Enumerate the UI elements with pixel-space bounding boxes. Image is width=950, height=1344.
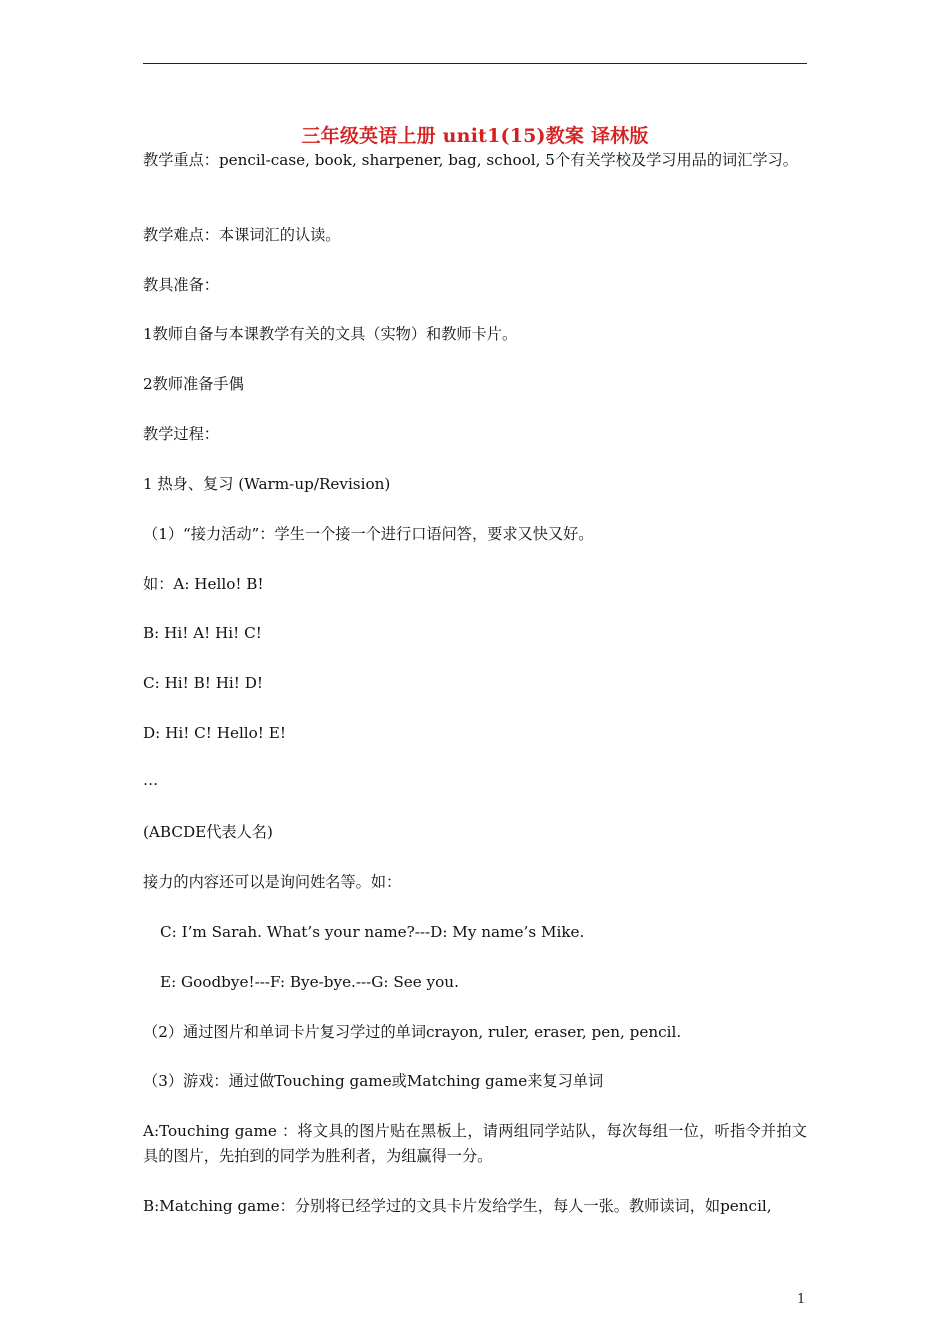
paragraph-review-words: （2）通过图片和单词卡片复习学过的单词crayon, ruler, eraser, pen, pencil. — [143, 1023, 682, 1041]
dialogue-line-sarah: C: I’m Sarah. What’s your name?---D: My name’s Mike. — [160, 923, 585, 941]
document-title: 三年级英语上册 unit1(15)教案 译林版 — [301, 125, 649, 147]
header-rule — [143, 63, 807, 64]
paragraph-material-1: 1教师自备与本课教学有关的文具（实物）和教师卡片。 — [143, 325, 518, 343]
dialogue-line-d: D: Hi! C! Hello! E! — [143, 724, 286, 742]
paragraph-material-2: 2教师准备手偶 — [143, 375, 244, 393]
dialogue-line-b: B: Hi! A! Hi! C! — [143, 624, 262, 642]
paragraph-materials-heading: 教具准备： — [143, 276, 219, 294]
paragraph-relay: （1）“接力活动”：学生一个接一个进行口语问答，要求又快又好。 — [143, 525, 594, 543]
dialogue-line-c: C: Hi! B! Hi! D! — [143, 674, 264, 692]
paragraph-key-points: 教学重点：pencil-case, book, sharpener, bag, school, 5个有关学校及学习用品的词汇学习。 — [143, 151, 798, 169]
paragraph-warmup: 1 热身、复习 (Warm-up/Revision) — [143, 475, 391, 493]
page-number: 1 — [797, 1292, 806, 1307]
paragraph-game: （3）游戏：通过做Touching game或Matching game来复习单词 — [143, 1072, 604, 1090]
paragraph-names-note: (ABCDE代表人名) — [143, 823, 273, 841]
paragraph-touching-game: A:Touching game ：将文具的图片贴在黑板上，请两组同学站队，每次每组一位，听指令并拍文具的图片，先拍到的同学为胜利者，为组赢得一分。 — [143, 1122, 807, 1165]
paragraph-difficulty: 教学难点：本课词汇的认读。 — [143, 226, 341, 244]
dialogue-line-goodbye: E: Goodbye!---F: Bye-bye.---G: See you. — [160, 973, 459, 991]
ellipsis-line: … — [143, 771, 159, 789]
paragraph-matching-game: B:Matching game：分别将已经学过的文具卡片发给学生，每人一张。教师读词，如pencil, — [143, 1197, 772, 1215]
paragraph-relay-content: 接力的内容还可以是询问姓名等。如： — [143, 873, 402, 891]
dialogue-line-a: 如：A: Hello! B! — [143, 575, 264, 593]
paragraph-process-heading: 教学过程： — [143, 425, 219, 443]
